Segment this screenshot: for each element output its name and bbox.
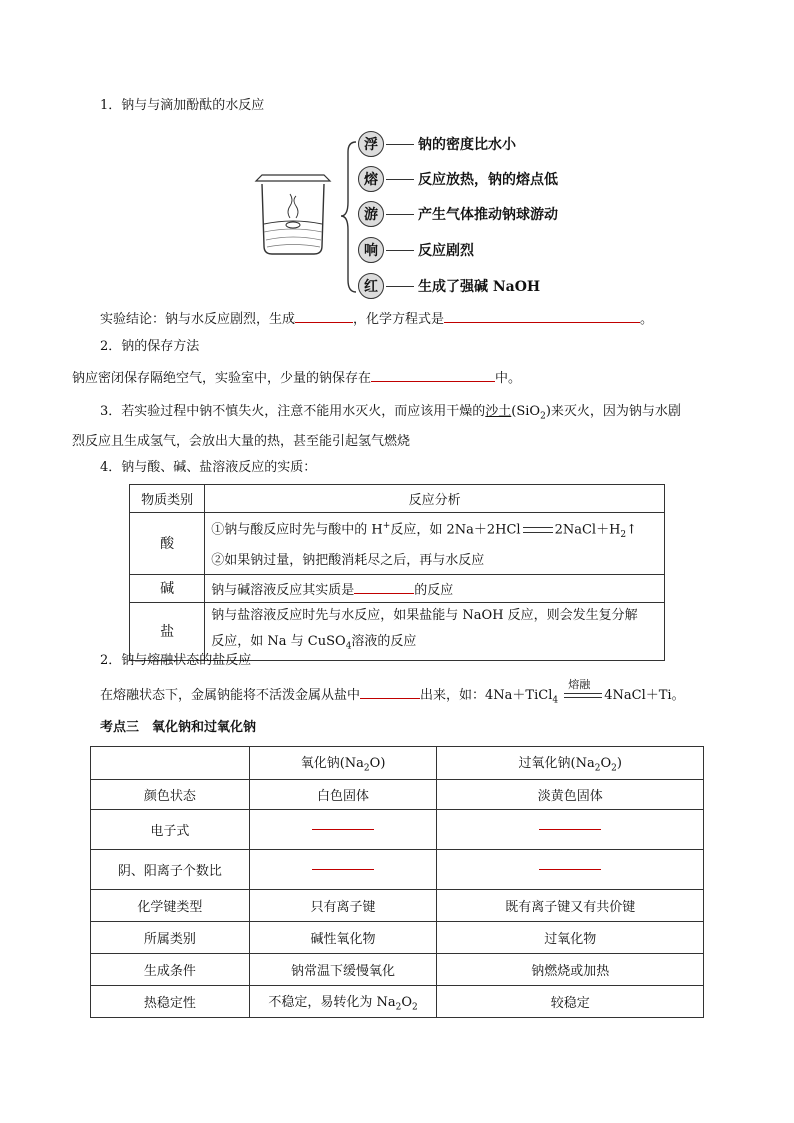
answer-blank[interactable] [354, 581, 414, 594]
feature-char-badge: 熔 [358, 166, 384, 192]
feature-char-badge: 红 [358, 273, 384, 299]
fire-line-2: 烈反应且生成氢气，会放出大量的热，甚至能引起氢气燃烧 [72, 434, 411, 449]
row-label: 酸 [130, 513, 205, 575]
table-row: 颜色状态 白色固体 淡黄色固体 [91, 780, 704, 810]
answer-blank[interactable] [360, 686, 420, 699]
feature-char-badge: 游 [358, 201, 384, 227]
section6-heading: 考点三 氧化钠和过氧化钠 [100, 720, 257, 735]
answer-blank[interactable] [444, 310, 640, 323]
feature-text: 反应剧烈 [418, 243, 474, 259]
grouping-brace [338, 140, 358, 294]
oxide-table [90, 746, 704, 1018]
table-corner [91, 747, 250, 780]
salt-analysis: 钠与盐溶液反应时先与水反应，如果盐能与 NaOH 反应，则会发生复分解 反应，如 Na 与 CuSO$_4$溶液的反应 [205, 602, 665, 660]
table-header: 过氧化钠$(Na_2O_2)$ [437, 747, 704, 780]
beaker-illustration [248, 172, 336, 262]
answer-blank[interactable] [539, 829, 601, 830]
feature-text: 钠的密度比水小 [418, 137, 516, 153]
feature-char-badge: 浮 [358, 131, 384, 157]
molten-salt-line: 在熔融状态下，金属钠能将不活泼金属从盐中 出来，如：4Na＋TiCl$_4$ 熔融 4NaCl＋Ti。 [100, 677, 685, 706]
section5-heading: 2．钠与熔融状态的盐反应 [100, 653, 252, 668]
feature-row [358, 165, 558, 193]
table-row: 化学键类型 只有离子键 既有离子键又有共价键 [91, 890, 704, 922]
conclusion-line: 实验结论：钠与水反应剧烈，生成 ，化学方程式是 。 [100, 312, 654, 327]
feature-row [358, 200, 558, 228]
row-label: 碱 [130, 574, 205, 602]
answer-blank[interactable] [295, 310, 353, 323]
storage-line: 钠应密闭保存隔绝空气，实验室中，少量的钠保存在 中。 [72, 371, 522, 386]
feature-char-badge: 响 [358, 237, 384, 263]
answer-blank[interactable] [312, 829, 374, 830]
feature-row [358, 130, 516, 158]
table-header: 反应分析 [205, 485, 665, 513]
table-row: 热稳定性 不稳定，易转化为 $Na_2O_2$ 较稳定 [91, 986, 704, 1018]
acid-analysis: ①钠与酸反应时先与酸中的 H+反应，如 2Na＋2HCl $2NaCl+H_2↑$ ②如果钠过量，钠把酸消耗尽之后，再与水反应 [205, 513, 665, 575]
feature-row [358, 236, 474, 264]
answer-blank[interactable] [539, 869, 601, 870]
reaction-condition: 熔融 [564, 689, 602, 703]
feature-text: 反应放热，钠的熔点低 [418, 172, 558, 188]
table-row: 所属类别 碱性氧化物 过氧化物 [91, 922, 704, 954]
reaction-table [129, 484, 665, 661]
section4-heading: 4．钠与酸、碱、盐溶液反应的实质： [100, 460, 317, 475]
answer-blank[interactable] [312, 869, 374, 870]
feature-text: 生成了强碱 NaOH [418, 279, 541, 295]
table-row: 电子式 [91, 810, 704, 850]
section1-heading: 1．钠与与滴加酚酞的水反应 [100, 98, 265, 113]
feature-text: 产生气体推动钠球游动 [418, 207, 558, 223]
table-row: 阴、阳离子个数比 [91, 850, 704, 890]
section2-heading: 2．钠的保存方法 [100, 339, 200, 354]
base-analysis: 钠与碱溶液反应其实质是 的反应 [205, 574, 665, 602]
fire-line-1: 3．若实验过程中钠不慎失火，注意不能用水灭火，而应该用干燥的沙土(SiO$_2$)来灭火，因为钠与水剧 [100, 404, 681, 422]
answer-blank[interactable] [371, 369, 495, 382]
table-header: 物质类别 [130, 485, 205, 513]
table-header: 氧化钠$(Na_2O)$ [249, 747, 437, 780]
table-row: 生成条件 钠常温下缓慢氧化 钠燃烧或加热 [91, 954, 704, 986]
row-label: 盐 [130, 602, 205, 660]
feature-row [358, 272, 540, 300]
